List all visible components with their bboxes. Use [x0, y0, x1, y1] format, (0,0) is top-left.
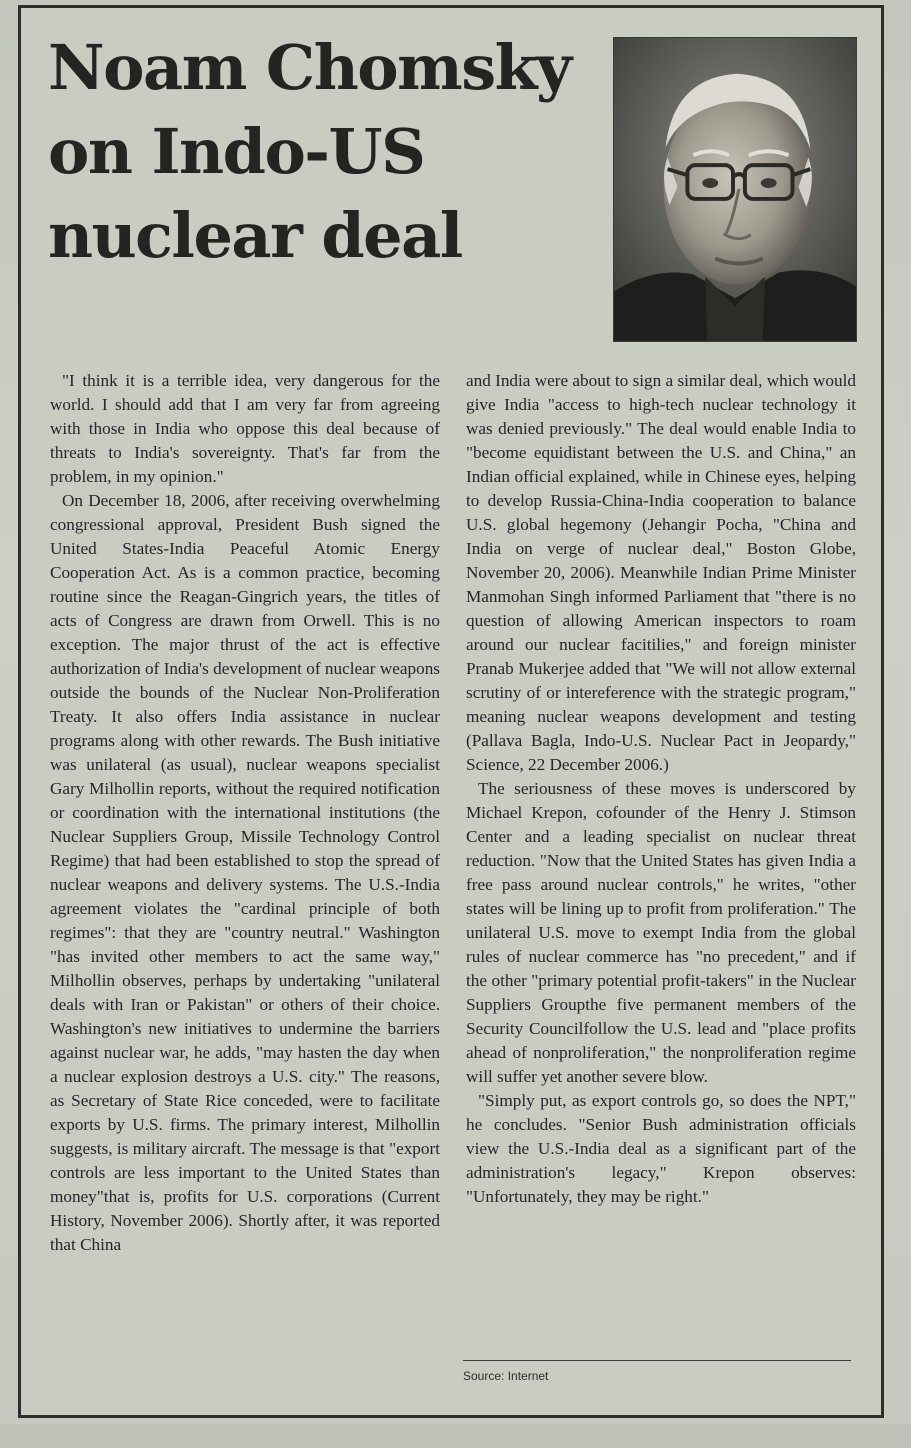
headline-line-1: Noam Chomsky — [48, 31, 571, 104]
page-margin — [0, 1424, 911, 1448]
article-paragraph: The seriousness of these moves is underscored by Michael Krepon, cofounder of the Henry J. Stimson Center and a leading specialist on nuclear threat reduction. "Now that the United States has given India a free pass around nuclear controls," he writes, "other states will be lining up to profit from proliferation." The unilateral U.S. move to exempt India from the global rules of nuclear commerce has "no precedent," and if the other "primary potential profit-takers" in the Nuclear Suppliers Groupthe five permanent members of the Security Councilfollow the U.S. lead and "place profits ahead of nonproliferation," the nonproliferation regime will suffer yet another severe blow. — [466, 779, 856, 1086]
article-column-right — [466, 369, 856, 1209]
author-photo — [613, 37, 857, 342]
article-paragraph: On December 18, 2006, after receiving overwhelming congressional approval, President Bush signed the United States-India Peaceful Atomic Energy Cooperation Act. As is a common practice, becoming routine since the Reagan-Gingrich years, the titles of acts of Congress are drawn from Orwell. This is no exception. The major thrust of the act is effective authorization of India's development of nuclear weapons outside the bounds of the Nuclear Non-Proliferation Treaty. It also offers India assistance in nuclear programs along with other rewards. The Bush initiative was unilateral (as usual), nuclear weapons specialist Gary Milhollin reports, without the required notification or coordination with the international institutions (the Nuclear Suppliers Group, Missile Technology Control Regime) that had been established to stop the spread of nuclear weapons and delivery systems. The U.S.-India agreement violates the "cardinal principle of both regimes": that they are "country neutral." Washington "has invited other members to act the same way," Milhollin observes, perhaps by undertaking "unilateral deals with Iran or Pakistan" or others of their choice. Washington's new initiatives to undermine the barriers against nuclear war, he adds, "may hasten the day when a nuclear explosion destroys a U.S. city." The reasons, as Secretary of State Rice conceded, were to facilitate exports by U.S. firms. The primary interest, Milhollin suggests, is military aircraft. The message is that "export controls are less important to the United States than money"that is, profits for U.S. corporations (Current History, November 2006). Shortly after, it was reported that China — [50, 491, 440, 1254]
article-paragraph: "Simply put, as export controls go, so does the NPT," he concludes. "Senior Bush administration officials view the U.S.-India deal as a significant part of the administration's legacy," Krepon observes: "Unfortunately, they may be right." — [466, 1091, 856, 1206]
source-credit: Source: Internet — [463, 1369, 549, 1383]
article-paragraph: "I think it is a terrible idea, very dangerous for the world. I should add that I am very far from agreeing with those in India who oppose this deal because of threats to India's sovereignty. That's far from the problem, in my opinion." — [50, 371, 440, 486]
portrait-illustration — [614, 38, 856, 341]
headline-line-2: on Indo-US — [48, 115, 425, 188]
article-paragraph: and India were about to sign a similar deal, which would give India "access to high-tech nuclear technology it was denied previously." The deal would enable India to "become equidistant between the U.S. and China," an Indian official explained, while in Chinese eyes, helping to develop Russia-China-India cooperation to balance U.S. global hegemony (Jehangir Pocha, "China and India on verge of nuclear deal," Boston Globe, November 20, 2006). Meanwhile Indian Prime Minister Manmohan Singh informed Parliament that "there is no question of allowing American inspectors to roam around our nuclear facitilies," and foreign minister Pranab Mukerjee added that "We will not allow external scrutiny of or intereference with the strategic program," meaning nuclear weapons development and testing (Pallava Bagla, Indo-U.S. Nuclear Pact in Jeopardy," Science, 22 December 2006.) — [466, 371, 856, 774]
headline-line-3: nuclear deal — [48, 199, 462, 272]
article-column-left — [50, 369, 440, 1257]
source-divider — [463, 1360, 851, 1361]
article-headline — [48, 26, 608, 278]
